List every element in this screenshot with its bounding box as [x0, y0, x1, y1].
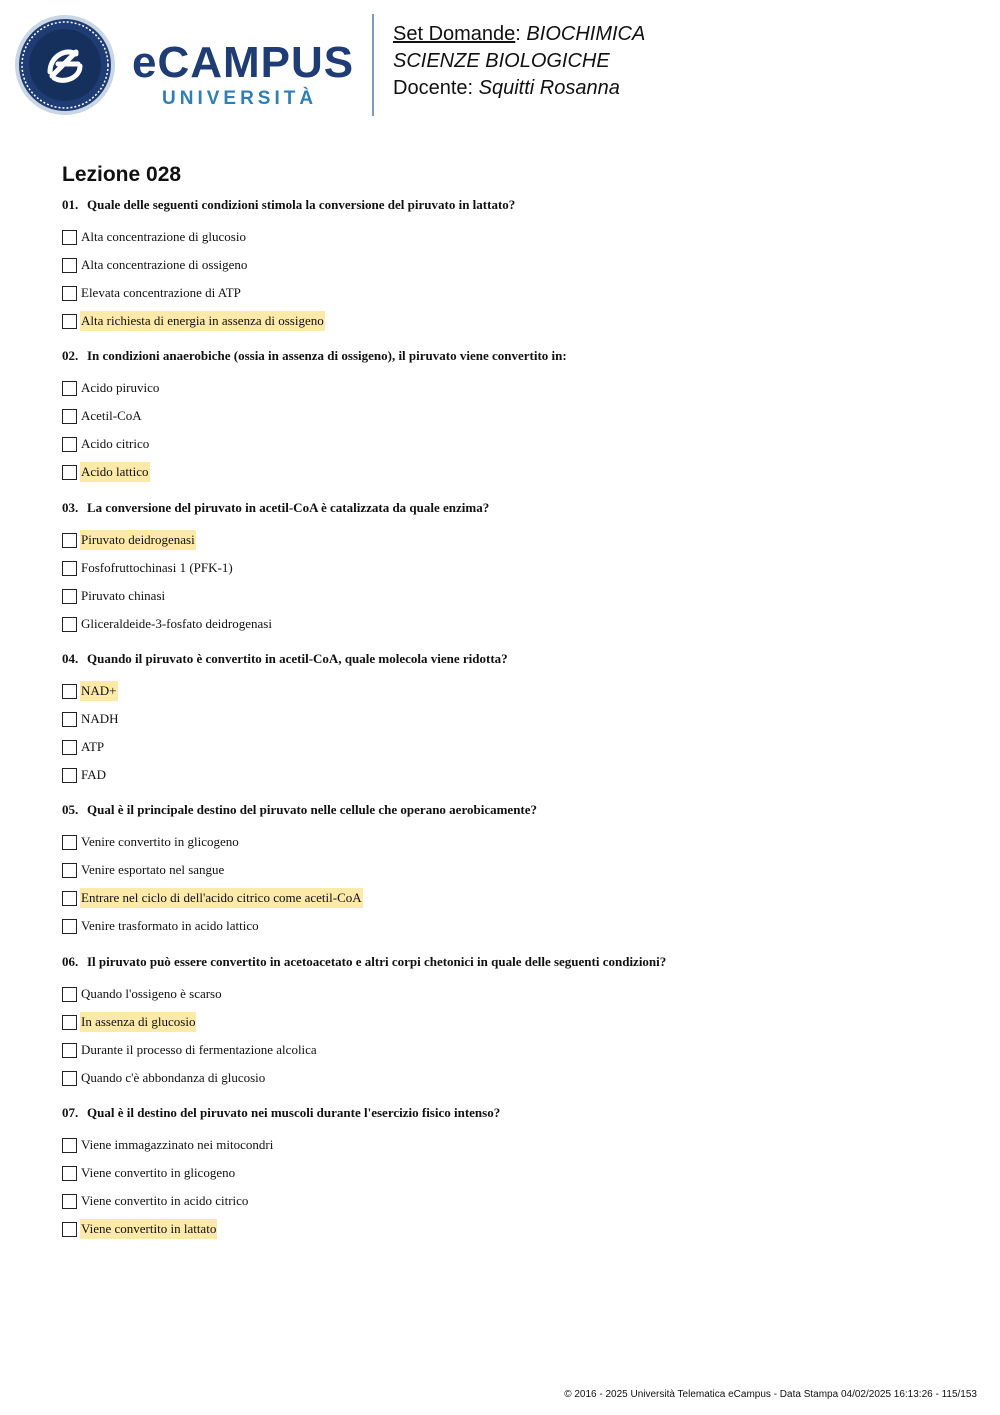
question-number: 04. [62, 651, 79, 666]
correct-answer-label: Alta richiesta di energia in assenza di ossigeno [80, 311, 325, 331]
logo-subtitle: UNIVERSITÀ [162, 88, 318, 109]
question-block [62, 802, 942, 940]
answer-options [62, 1131, 942, 1243]
answer-option[interactable] [62, 980, 942, 1008]
question-number: 06. [62, 954, 79, 969]
question-text [62, 651, 942, 669]
answer-option[interactable] [62, 828, 942, 856]
question-text [62, 954, 942, 972]
answer-checkbox[interactable] [62, 891, 77, 906]
answer-label: Fosfofruttochinasi 1 (PFK-1) [81, 560, 233, 575]
correct-answer-label: Acido lattico [80, 462, 150, 482]
answer-option[interactable] [62, 374, 942, 402]
answer-label: Elevata concentrazione di ATP [81, 285, 241, 300]
question-number: 02. [62, 348, 79, 363]
answer-checkbox[interactable] [62, 987, 77, 1002]
answer-label: Alta concentrazione di glucosio [81, 229, 246, 244]
answer-label: Gliceraldeide-3-fosfato deidrogenasi [81, 616, 272, 631]
question-number: 05. [62, 802, 79, 817]
answer-option[interactable] [62, 1008, 942, 1036]
answer-checkbox[interactable] [62, 1166, 77, 1181]
answer-option[interactable] [62, 526, 942, 554]
answer-option[interactable] [62, 884, 942, 912]
answer-checkbox[interactable] [62, 437, 77, 452]
answer-option[interactable] [62, 307, 942, 335]
answer-label: Quando l'ossigeno è scarso [81, 986, 222, 1001]
question-label: Quando il piruvato è convertito in acetil-CoA, quale molecola viene ridotta? [87, 651, 508, 666]
question-label: Il piruvato può essere convertito in acetoacetato e altri corpi chetonici in quale delle seguenti condizioni? [87, 954, 667, 969]
answer-checkbox[interactable] [62, 768, 77, 783]
answer-options [62, 526, 942, 638]
question-label: La conversione del piruvato in acetil-CoA è catalizzata da quale enzima? [87, 500, 490, 515]
answer-option[interactable] [62, 733, 942, 761]
ecampus-seal-icon [14, 14, 116, 116]
correct-answer-label: NAD+ [80, 681, 118, 701]
answer-label: Acido citrico [81, 436, 150, 451]
correct-answer-label: Piruvato deidrogenasi [80, 530, 196, 550]
course-name: SCIENZE BIOLOGICHE [393, 50, 610, 72]
set-line: Set Domande: BIOCHIMICA [393, 23, 646, 45]
answer-checkbox[interactable] [62, 1043, 77, 1058]
answer-checkbox[interactable] [62, 409, 77, 424]
teacher-name: Squitti Rosanna [478, 77, 620, 99]
answer-label: Viene convertito in acido citrico [81, 1193, 249, 1208]
answer-option[interactable] [62, 677, 942, 705]
answer-option[interactable] [62, 251, 942, 279]
answer-label: Acido piruvico [81, 380, 160, 395]
question-text [62, 348, 942, 366]
answer-checkbox[interactable] [62, 712, 77, 727]
answer-checkbox[interactable] [62, 1138, 77, 1153]
answer-checkbox[interactable] [62, 561, 77, 576]
question-number: 07. [62, 1105, 79, 1120]
answer-label: Viene immagazzinato nei mitocondri [81, 1137, 274, 1152]
answer-checkbox[interactable] [62, 1071, 77, 1086]
answer-option[interactable] [62, 705, 942, 733]
question-label: Quale delle seguenti condizioni stimola la conversione del piruvato in lattato? [87, 197, 516, 212]
page-footer: © 2016 - 2025 Università Telematica eCampus - Data Stampa 04/02/2025 16:13:26 - 115/153 [564, 1389, 977, 1400]
answer-checkbox[interactable] [62, 465, 77, 480]
answer-checkbox[interactable] [62, 314, 77, 329]
answer-option[interactable] [62, 223, 942, 251]
answer-options [62, 828, 942, 940]
question-text [62, 197, 942, 215]
answer-option[interactable] [62, 279, 942, 307]
answer-option[interactable] [62, 1131, 942, 1159]
set-label: Set Domande [393, 23, 516, 45]
answer-label: NADH [81, 711, 119, 726]
answer-checkbox[interactable] [62, 919, 77, 934]
answer-option[interactable] [62, 761, 942, 789]
answer-checkbox[interactable] [62, 835, 77, 850]
course-line [393, 48, 645, 75]
question-block [62, 197, 942, 335]
answer-option[interactable] [62, 1064, 942, 1092]
question-block [62, 651, 942, 789]
answer-checkbox[interactable] [62, 1194, 77, 1209]
answer-label: Quando c'è abbondanza di glucosio [81, 1070, 266, 1085]
answer-checkbox[interactable] [62, 381, 77, 396]
answer-label: FAD [81, 767, 107, 782]
header-divider [372, 14, 374, 116]
answer-checkbox[interactable] [62, 1015, 77, 1030]
answer-options [62, 980, 942, 1092]
answer-label: Alta concentrazione di ossigeno [81, 257, 248, 272]
lesson-title: Lezione 028 [62, 163, 182, 186]
ecampus-logo [132, 38, 362, 118]
answer-option[interactable] [62, 856, 942, 884]
question-number: 01. [62, 197, 79, 212]
answer-option[interactable] [62, 1036, 942, 1064]
answer-option[interactable] [62, 402, 942, 430]
answer-label: Durante il processo di fermentazione alcolica [81, 1042, 317, 1057]
question-text [62, 802, 942, 820]
logo-name: eCAMPUS [132, 38, 355, 87]
answer-option[interactable] [62, 912, 942, 940]
question-number: 03. [62, 500, 79, 515]
answer-checkbox[interactable] [62, 533, 77, 548]
answer-checkbox[interactable] [62, 863, 77, 878]
answer-option[interactable] [62, 1215, 942, 1243]
answer-option[interactable] [62, 458, 942, 486]
question-label: In condizioni anaerobiche (ossia in assenza di ossigeno), il piruvato viene convertito in: [87, 348, 567, 363]
answer-options [62, 223, 942, 335]
answer-option[interactable] [62, 554, 942, 582]
question-label: Qual è il destino del piruvato nei muscoli durante l'esercizio fisico intenso? [87, 1105, 501, 1120]
answer-checkbox[interactable] [62, 684, 77, 699]
question-label: Qual è il principale destino del piruvato nelle cellule che operano aerobicamente? [87, 802, 538, 817]
answer-label: Piruvato chinasi [81, 588, 166, 603]
answer-label: Venire convertito in glicogeno [81, 834, 239, 849]
answer-options [62, 374, 942, 486]
answer-option[interactable] [62, 610, 942, 638]
answer-options [62, 677, 942, 789]
answer-checkbox[interactable] [62, 740, 77, 755]
correct-answer-label: Entrare nel ciclo di dell'acido citrico come acetil-CoA [80, 888, 363, 908]
correct-answer-label: In assenza di glucosio [80, 1012, 196, 1032]
set-value: BIOCHIMICA [526, 23, 646, 45]
answer-checkbox[interactable] [62, 286, 77, 301]
answer-option[interactable] [62, 430, 942, 458]
page-header [0, 0, 1000, 130]
answer-checkbox[interactable] [62, 230, 77, 245]
question-text [62, 1105, 942, 1123]
question-block [62, 348, 942, 486]
answer-label: Venire trasformato in acido lattico [81, 918, 259, 933]
answer-checkbox[interactable] [62, 1222, 77, 1237]
question-block [62, 954, 942, 1092]
answer-option[interactable] [62, 1187, 942, 1215]
question-text [62, 500, 942, 518]
answer-option[interactable] [62, 1159, 942, 1187]
teacher-label: Docente: [393, 77, 474, 99]
answer-label: Venire esportato nel sangue [81, 862, 225, 877]
teacher-line [393, 75, 645, 102]
answer-option[interactable] [62, 582, 942, 610]
answer-checkbox[interactable] [62, 258, 77, 273]
question-block [62, 500, 942, 638]
answer-checkbox[interactable] [62, 617, 77, 632]
question-block [62, 1105, 942, 1243]
correct-answer-label: Viene convertito in lattato [80, 1219, 217, 1239]
answer-label: Acetil-CoA [81, 408, 142, 423]
header-info [393, 21, 645, 102]
answer-label: ATP [81, 739, 105, 754]
answer-checkbox[interactable] [62, 589, 77, 604]
answer-label: Viene convertito in glicogeno [81, 1165, 236, 1180]
